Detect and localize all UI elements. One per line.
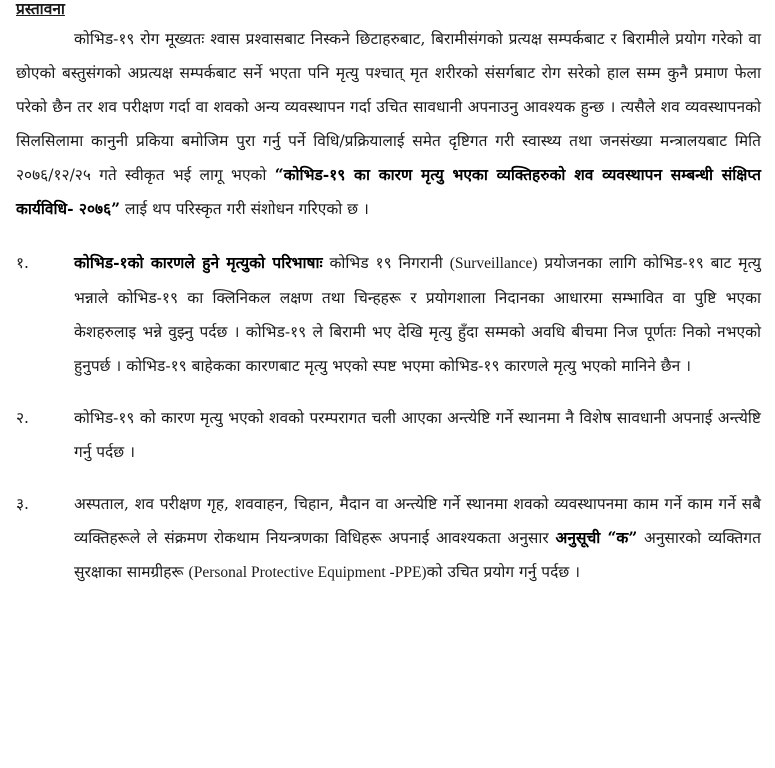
list-item: [16, 401, 761, 469]
english-term: (Surveillance): [449, 255, 538, 272]
list-item: [16, 246, 761, 383]
list-item: [16, 487, 761, 590]
procedure-title: “कोभिड-१९ का कारण मृत्यु भएका व्यक्तिहरुको शव व्यवस्थापन सम्बन्धी संक्षिप्त कार्यविधि- २०७६”: [16, 165, 761, 218]
preamble-text: कोभिड-१९ रोग मूख्यतः श्वास प्रश्वासबाट निस्कने छिटाहरुबाट, बिरामीसंगको प्रत्यक्ष सम्पर्कबाट र बिरामीले प्रयोग गरेको वा छोएको बस्तुसंगको अप्रत्यक्ष सम्पर्कबाट सर्ने भएता पनि मृत्यु पश्चात् मृत शरीरको संसर्गबाट रोग सरेको हाल सम्म कुनै प्रमाण फेला परेको छैन तर शव परीक्षण गर्दा वा शवको अन्य व्यवस्थापन गर्दा उचित सावधानी अपनाउनु आवश्यक हुन्छ । त्यसैले शव व्यवस्थापनको सिलसिलामा कानुनी प्रकिया बमोजिम पुरा गर्नु पर्ने विधि/प्रक्रियालाई समेत दृष्टिगत गरी स्वास्थ्य तथा जनसंख्या मन्त्रालयबाट मिति २०७६/१२/२५ गते स्वीकृत भई लागू भएको: [16, 30, 761, 184]
list-item-number: ३.: [16, 495, 29, 513]
list-item-text: कोभिड १९ निगरानी: [329, 254, 443, 272]
list-item-text: प्रयोजनका लागि कोभिड-१९ बाट मृत्यु भन्नाले कोभिड-१९ का क्लिनिकल लक्षण तथा चिन्हहरू र प्रयोगशाला निदानका आधारमा सम्भावित वा पुष्टि भएका केशहरुलाइ भन्ने वुझ्नु पर्दछ । कोभिड-१९ ले बिरामी भए देखि मृत्यु हुँदा सम्मको अवधि बीचमा निज पूर्णतः निको नभएको हुनुपर्छ । कोभिड-१९ बाहेकका कारणबाट मृत्यु भएको स्पष्ट भएमा कोभिड-१९ कारणले मृत्यु भएको मानिने छैन ।: [74, 254, 761, 375]
list-item-number: २.: [16, 409, 29, 427]
definition-heading: कोभिड-१को कारणले हुने मृत्युको परिभाषाः: [74, 253, 323, 272]
list-item-text: को उचित प्रयोग गर्नु पर्दछ ।: [426, 563, 580, 581]
preamble-paragraph: [16, 22, 761, 226]
english-term: (Personal Protective Equipment -PPE): [188, 564, 427, 581]
list-item-body: [74, 246, 761, 383]
preamble-closing-text: लाई थप परिस्कृत गरी संशोधन गरिएको छ ।: [125, 200, 369, 218]
list-item-text: अस्पताल, शव परीक्षण गृह, शववाहन, चिहान, मैदान वा अन्त्येष्टि गर्ने स्थानमा शवको व्यवस्थापनमा काम गर्ने काम गर्ने सबै व्यक्तिहरूले ले संक्रमण रोकथाम नियन्त्रणका विधिहरू अपनाई आवश्यकता अनुसार: [74, 495, 761, 547]
list-item-text: अनुसारको व्यक्तिगत सुरक्षाका सामग्रीहरू: [74, 529, 761, 581]
list-item-number: १.: [16, 254, 29, 272]
list-item-text: कोभिड-१९ को कारण मृत्यु भएको शवको परम्परागत चली आएका अन्त्येष्टि गर्ने स्थानमा नै विशेष सावधानी अपनाई अन्त्येष्टि गर्नु पर्दछ ।: [74, 409, 761, 461]
list-item-body: [74, 487, 761, 590]
section-heading: प्रस्तावना: [16, 0, 65, 18]
annex-reference: अनुसूची “क”: [555, 528, 638, 547]
